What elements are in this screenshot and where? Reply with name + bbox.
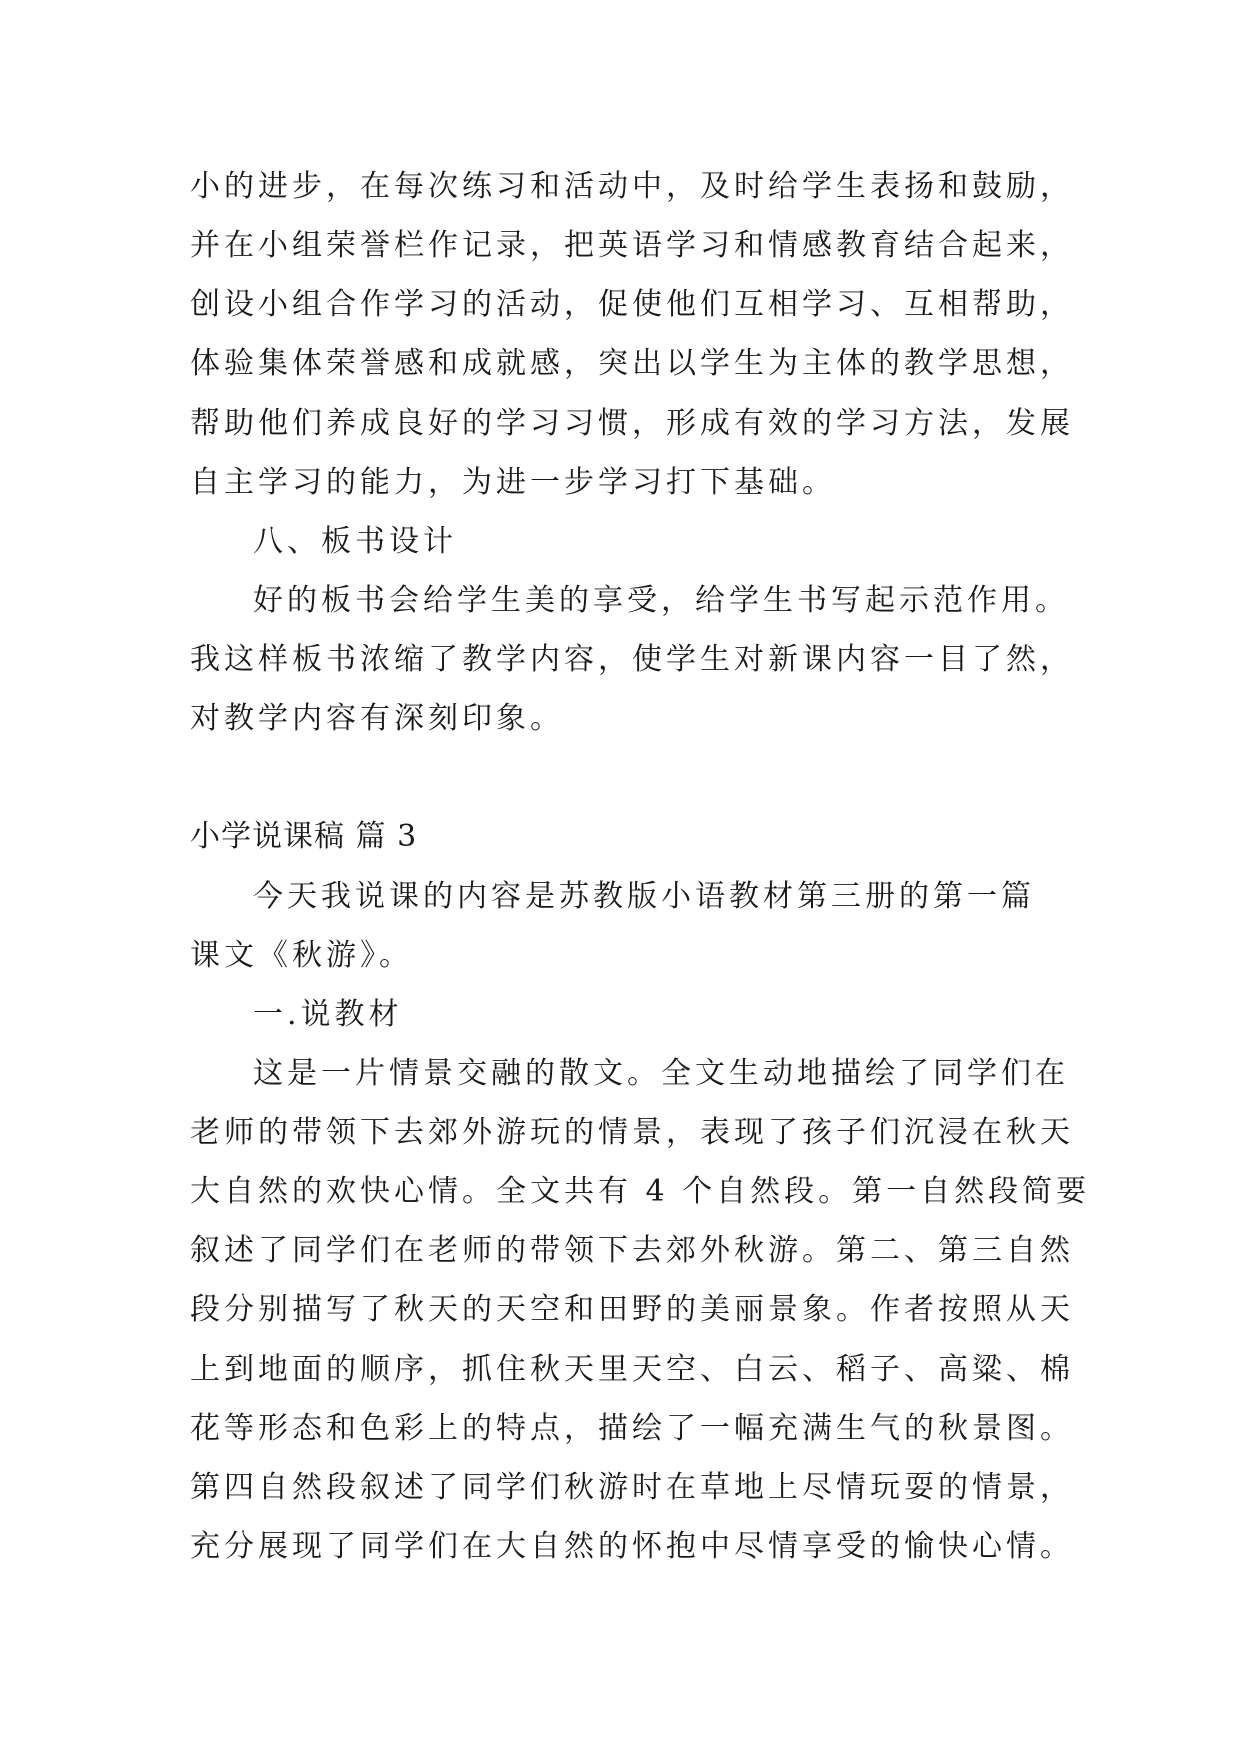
text-line: 创设小组合作学习的活动，促使他们互相学习、互相帮助，: [190, 287, 1074, 322]
section-heading: 一.说教材: [253, 997, 403, 1032]
text-line: 对教学内容有深刻印象。: [190, 701, 564, 736]
text-line: 第四自然段叙述了同学们秋游时在草地上尽情玩耍的情景，: [190, 1470, 1074, 1505]
text-line: 自主学习的能力，为进一步学习打下基础。: [190, 465, 836, 500]
text-line: 大自然的欢快心情。全文共有 4 个自然段。第一自然段简要: [190, 1174, 1091, 1209]
text-line: 花等形态和色彩上的特点，描绘了一幅充满生气的秋景图。: [190, 1411, 1074, 1446]
text-line: 充分展现了同学们在大自然的怀抱中尽情享受的愉快心情。: [190, 1529, 1074, 1564]
text-line: 并在小组荣誉栏作记录，把英语学习和情感教育结合起来，: [190, 228, 1074, 263]
article-title: 小学说课稿 篇 3: [190, 819, 418, 854]
text-line: 上到地面的顺序，抓住秋天里天空、白云、稻子、高粱、棉: [190, 1352, 1074, 1387]
text-line: 段分别描写了秋天的天空和田野的美丽景象。作者按照从天: [190, 1292, 1074, 1327]
text-line: 这是一片情景交融的散文。全文生动地描绘了同学们在: [253, 1056, 1069, 1091]
text-line: 好的板书会给学生美的享受，给学生书写起示范作用。: [253, 583, 1069, 618]
text-line: 课文《秋游》。: [190, 938, 413, 973]
text-line: 今天我说课的内容是苏教版小语教材第三册的第一篇: [253, 879, 1035, 914]
text-line: 我这样板书浓缩了教学内容，使学生对新课内容一目了然，: [190, 642, 1074, 677]
section-heading: 八、板书设计: [253, 524, 457, 559]
text-line: 小的进步，在每次练习和活动中，及时给学生表扬和鼓励，: [190, 169, 1074, 204]
text-line: 老师的带领下去郊外游玩的情景，表现了孩子们沉浸在秋天: [190, 1115, 1074, 1150]
text-line: 体验集体荣誉感和成就感，突出以学生为主体的教学思想，: [190, 346, 1074, 381]
text-line: 叙述了同学们在老师的带领下去郊外秋游。第二、第三自然: [190, 1233, 1074, 1268]
text-line: 帮助他们养成良好的学习习惯，形成有效的学习方法，发展: [190, 406, 1074, 441]
